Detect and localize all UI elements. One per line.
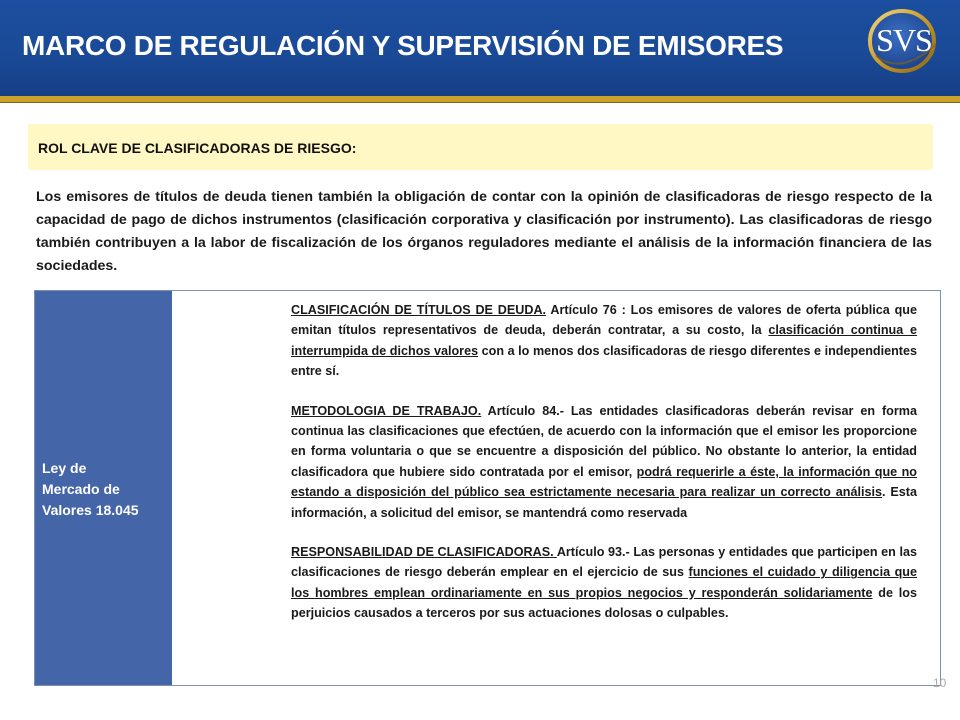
law-label: Ley de Mercado de Valores 18.045 [42,460,139,518]
articles-list [291,300,917,643]
law-panel [34,290,941,686]
article-76 [291,300,917,382]
section-title: ROL CLAVE DE CLASIFICADORAS DE RIESGO: [38,140,357,156]
article-emphasis: podrá requerirle a éste, la información que no estando a disposición del público sea estrictamente necesaria para realizar un correcto análisis [291,464,917,500]
page-number: 10 [933,676,947,690]
article-emphasis: clasificación continua e interrumpida de dichos valores [291,323,918,358]
article-text: Artículo 84.- Las entidades clasificadoras deberán revisar en forma continua las clasificaciones que efectúen, de acuerdo con la información que el emisor les proporcione en forma voluntaria o que se encuentre a disposición del público. No obstante lo anterior, la entidad clasificadora que hubiere sido contratada por el emisor, [291,403,917,479]
article-heading: CLASIFICACIÓN DE TÍTULOS DE DEUDA. [291,303,547,317]
article-heading: METODOLOGIA DE TRABAJO. [291,403,482,418]
header-bar [0,0,960,96]
article-heading: RESPONSABILIDAD DE CLASIFICADORAS. [291,545,557,560]
article-emphasis: funciones el cuidado y diligencia que los hombres emplean ordinariamente en sus propios negocios y responderán solidariamente [291,565,918,600]
section-title-box [28,124,933,170]
gold-divider-shadow [0,102,960,103]
article-text: Artículo 76 : Los emisores de valores de oferta pública que emitan títulos representativos de deuda, deberán contratar, a su costo, la [291,303,917,338]
article-text: Artículo 93.- Las personas y entidades que participen en las clasificaciones de riesgo deberán emplear en el ejercicio de sus [291,545,917,580]
article-text: de los perjuicios causados a terceros por sus actuaciones dolosas o culpables. [291,585,917,621]
article-84 [291,401,917,523]
law-label-column [35,291,172,685]
logo-text: SVS [876,22,932,58]
intro-paragraph: Los emisores de títulos de deuda tienen también la obligación de contar con la opinión de clasificadoras de riesgo respecto de la capacidad de pago de dichos instrumentos (clasificación corporativa y clasificación por instrumento). Las clasificadoras de riesgo también contribuyen a la labor de fiscalización de los órganos reguladores mediante el análisis de la información financiera de las sociedades. [36,189,932,274]
article-text: con a lo menos dos clasificadoras de riesgo diferentes e independientes entre sí. [291,343,917,379]
page-title: MARCO DE REGULACIÓN Y SUPERVISIÓN DE EMISORES [22,30,784,61]
article-text: . Esta información, a solicitud del emisor, se mantendrá como reservada [291,485,917,520]
svs-logo [862,6,946,76]
article-93 [291,542,917,624]
